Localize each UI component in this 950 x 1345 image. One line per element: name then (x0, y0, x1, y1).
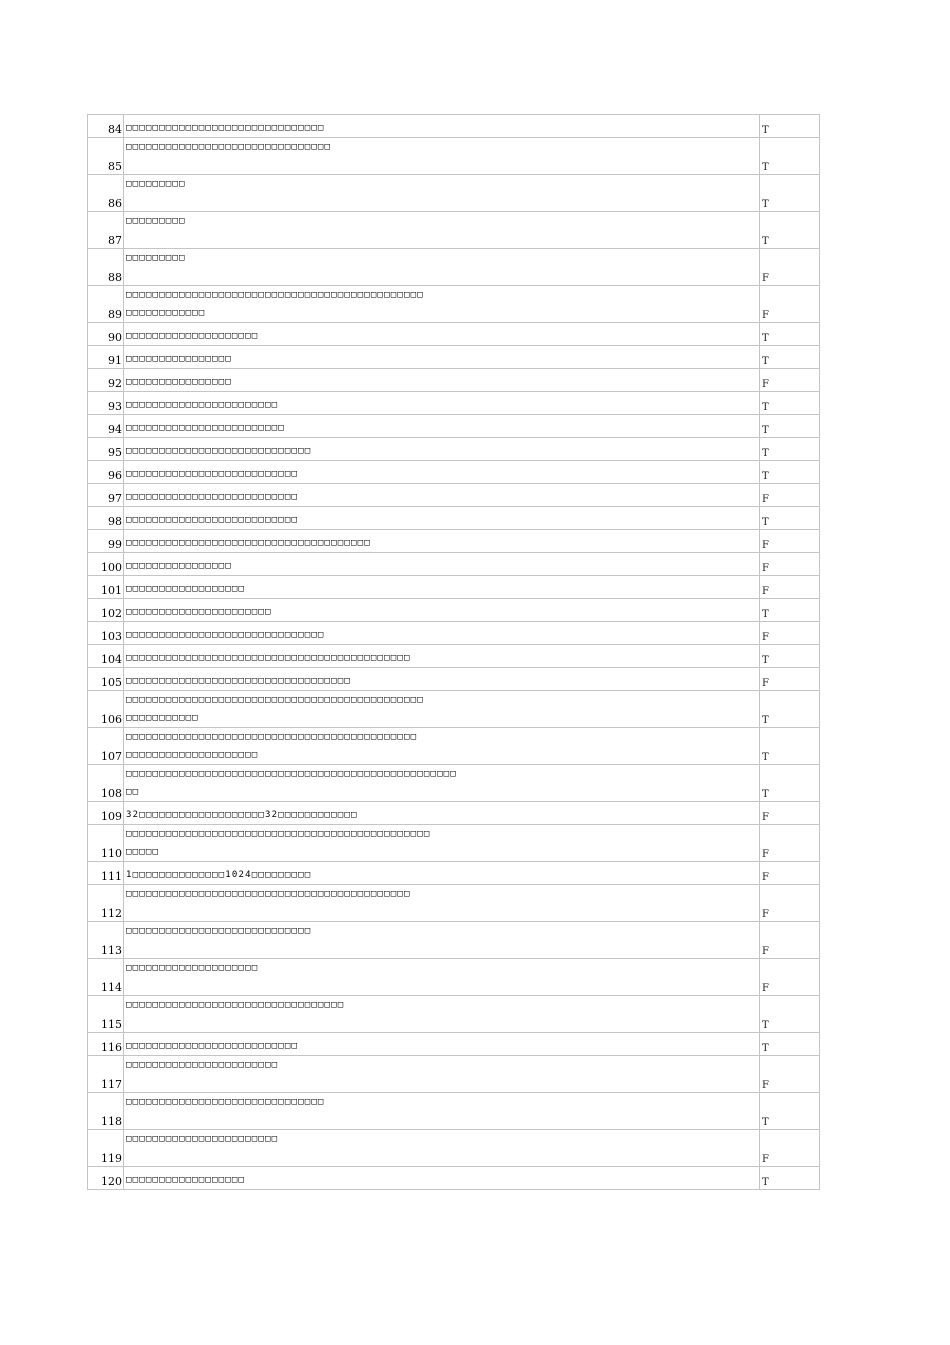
table-row (88, 392, 820, 415)
question-text-line: □□□□□□□□□□□□□□□□ (126, 354, 232, 364)
answer-cell: F (760, 922, 820, 959)
question-text-line (126, 977, 759, 995)
question-text-line (126, 267, 759, 285)
table-row (88, 599, 820, 622)
table-row (88, 115, 820, 138)
answer-cell: F (760, 862, 820, 885)
answer-cell: T (760, 392, 820, 415)
question-text-line: □□□□□□□□□□□□□□□□□□□□□□□□□□□□□□□□□□□□□ (126, 538, 371, 548)
question-text-line: □□□□□□□□□□□□□□□□ (126, 561, 232, 571)
question-text-line: 32□□□□□□□□□□□□□□□□□□□32□□□□□□□□□□□□ (126, 810, 358, 820)
table-row (88, 765, 820, 802)
question-text-line: □□□□□□□□□□□□□□□□□□□□□□□□□□□□□□□□□□□□□□□□□□□ (126, 889, 411, 899)
question-text-line: □□□□□□□□□□□□□□□□□□□□□□□□□□□□□□ (126, 1097, 325, 1107)
row-number: 105 (88, 668, 124, 691)
table-row (88, 885, 820, 922)
question-table (87, 114, 820, 1190)
question-cell (124, 1056, 760, 1093)
table-row (88, 323, 820, 346)
question-text-line: □□□□□□□□□□□□□□□□□□□□□□□ (126, 1060, 279, 1070)
row-number: 96 (88, 461, 124, 484)
question-cell (124, 553, 760, 576)
answer-cell: F (760, 885, 820, 922)
question-text-line: □□□□□□□□□ (126, 216, 186, 226)
row-number: 107 (88, 728, 124, 765)
question-text-line: □□□□□ (126, 847, 160, 857)
question-text-line: □□□□□□□□□ (126, 179, 186, 189)
row-number: 111 (88, 862, 124, 885)
table-row (88, 553, 820, 576)
row-number: 99 (88, 530, 124, 553)
question-text-line: □□□□□□□□□□□□□□□□□□□□□□□□ (126, 423, 285, 433)
answer-cell: T (760, 691, 820, 728)
question-text-line (126, 193, 759, 211)
row-number: 112 (88, 885, 124, 922)
question-text-line: □□□□□□□□□□□□ (126, 308, 206, 318)
question-cell (124, 668, 760, 691)
question-text-line (126, 230, 759, 248)
row-number: 98 (88, 507, 124, 530)
table-row (88, 212, 820, 249)
question-text-line: □□□□□□□□□□□□□□□□□□□□□□□□□□□□ (126, 926, 312, 936)
question-text-line: □□□□□□□□□□□□□□□□□□□□□□□□□□□□□□□□□□ (126, 676, 352, 686)
question-cell (124, 885, 760, 922)
question-cell (124, 576, 760, 599)
question-cell (124, 802, 760, 825)
row-number: 118 (88, 1093, 124, 1130)
row-number: 102 (88, 599, 124, 622)
question-text-line (126, 1148, 759, 1166)
row-number: 89 (88, 286, 124, 323)
answer-cell: F (760, 369, 820, 392)
question-cell (124, 138, 760, 175)
question-cell (124, 728, 760, 765)
row-number: 110 (88, 825, 124, 862)
question-text-line: □□ (126, 787, 140, 797)
row-number: 93 (88, 392, 124, 415)
question-text-line: □□□□□□□□□□□□□□□□□□□□□□□□□□□□□□□□□□□□□□□□□□□□□ (126, 290, 424, 300)
question-text-line: □□□□□□□□□□□□□□□□□□□□□□□□□□ (126, 492, 299, 502)
table-row (88, 369, 820, 392)
question-cell (124, 765, 760, 802)
question-cell (124, 645, 760, 668)
row-number: 86 (88, 175, 124, 212)
answer-cell: T (760, 415, 820, 438)
question-cell (124, 346, 760, 369)
answer-cell: T (760, 115, 820, 138)
question-text-line: □□□□□□□□□□□□□□□□ (126, 377, 232, 387)
question-text-line: □□□□□□□□□□□ (126, 713, 199, 723)
question-text-line (126, 156, 759, 174)
table-row (88, 530, 820, 553)
answer-cell: T (760, 323, 820, 346)
question-text-line (126, 903, 759, 921)
question-text-line: □□□□□□□□□□□□□□□□□□□□□□□□□□□□□□□□□□□□□□□□□□□□□□□□□□ (126, 769, 457, 779)
question-text-line (126, 940, 759, 958)
row-number: 87 (88, 212, 124, 249)
question-cell (124, 392, 760, 415)
question-text-line: □□□□□□□□□□□□□□□□□□□□□□□□□□ (126, 515, 299, 525)
row-number: 94 (88, 415, 124, 438)
table-row (88, 959, 820, 996)
question-text-line (126, 1111, 759, 1129)
question-text-line: □□□□□□□□□□□□□□□□□□□□□□ (126, 607, 272, 617)
answer-cell: T (760, 461, 820, 484)
question-cell (124, 438, 760, 461)
question-cell (124, 825, 760, 862)
question-cell (124, 1130, 760, 1167)
table-row (88, 825, 820, 862)
question-cell (124, 369, 760, 392)
question-text-line: □□□□□□□□□□□□□□□□□□ (126, 1175, 246, 1185)
table-row (88, 862, 820, 885)
question-cell (124, 862, 760, 885)
question-text-line: □□□□□□□□□ (126, 253, 186, 263)
answer-cell: F (760, 622, 820, 645)
question-text-line: □□□□□□□□□□□□□□□□□□□□□□□□□□□□□□□□□□□□□□□□□□□□□ (126, 695, 424, 705)
table-row (88, 622, 820, 645)
answer-cell: F (760, 1056, 820, 1093)
answer-cell: F (760, 530, 820, 553)
answer-cell: F (760, 1130, 820, 1167)
question-text-line: □□□□□□□□□□□□□□□□□□□□□□□□□□□□ (126, 446, 312, 456)
row-number: 90 (88, 323, 124, 346)
table-row (88, 728, 820, 765)
answer-cell: T (760, 728, 820, 765)
question-table-body (88, 115, 820, 1190)
answer-cell: T (760, 599, 820, 622)
question-text-line: □□□□□□□□□□□□□□□□□□□□□□□□□□□□□□□□□□□□□□□□□□□□ (126, 732, 418, 742)
row-number: 114 (88, 959, 124, 996)
row-number: 88 (88, 249, 124, 286)
table-row (88, 576, 820, 599)
question-text-line: □□□□□□□□□□□□□□□□□□□□□□□□□□□□□□□ (126, 142, 332, 152)
answer-cell: T (760, 765, 820, 802)
table-row (88, 175, 820, 212)
answer-cell: T (760, 1033, 820, 1056)
table-row (88, 802, 820, 825)
question-cell (124, 922, 760, 959)
question-cell (124, 175, 760, 212)
question-text-line: □□□□□□□□□□□□□□□□□□□□□□□ (126, 400, 279, 410)
answer-cell: T (760, 1093, 820, 1130)
answer-cell: T (760, 175, 820, 212)
question-text-line (126, 1014, 759, 1032)
answer-cell: T (760, 212, 820, 249)
answer-cell: T (760, 438, 820, 461)
question-text-line: □□□□□□□□□□□□□□□□□□□□□□□□□□□□□□□□□□□□□□□□□□□□□□ (126, 829, 431, 839)
question-text-line: □□□□□□□□□□□□□□□□□□□□ (126, 750, 259, 760)
question-cell (124, 959, 760, 996)
answer-cell: T (760, 645, 820, 668)
question-text-line: □□□□□□□□□□□□□□□□□□□□□□□□□□□□□□□□□ (126, 1000, 345, 1010)
question-cell (124, 115, 760, 138)
question-cell (124, 691, 760, 728)
row-number: 109 (88, 802, 124, 825)
question-cell (124, 530, 760, 553)
question-text-line: □□□□□□□□□□□□□□□□□□□□□□□□□□□□□□ (126, 123, 325, 133)
question-text-line: □□□□□□□□□□□□□□□□□□□□ (126, 331, 259, 341)
table-row (88, 996, 820, 1033)
table-row (88, 415, 820, 438)
answer-cell: F (760, 668, 820, 691)
answer-cell: F (760, 576, 820, 599)
row-number: 119 (88, 1130, 124, 1167)
answer-cell: F (760, 484, 820, 507)
question-cell (124, 461, 760, 484)
table-row (88, 668, 820, 691)
question-cell (124, 599, 760, 622)
table-row (88, 138, 820, 175)
row-number: 108 (88, 765, 124, 802)
question-cell (124, 1093, 760, 1130)
table-row (88, 346, 820, 369)
row-number: 97 (88, 484, 124, 507)
table-row (88, 645, 820, 668)
question-cell (124, 415, 760, 438)
question-cell (124, 1167, 760, 1190)
answer-cell: F (760, 959, 820, 996)
question-text-line: □□□□□□□□□□□□□□□□□□□□□□□ (126, 1134, 279, 1144)
row-number: 116 (88, 1033, 124, 1056)
table-row (88, 1033, 820, 1056)
table-row (88, 1056, 820, 1093)
row-number: 95 (88, 438, 124, 461)
row-number: 100 (88, 553, 124, 576)
answer-cell: F (760, 249, 820, 286)
answer-cell: T (760, 138, 820, 175)
question-cell (124, 484, 760, 507)
table-row (88, 691, 820, 728)
row-number: 84 (88, 115, 124, 138)
question-cell (124, 1033, 760, 1056)
row-number: 91 (88, 346, 124, 369)
row-number: 85 (88, 138, 124, 175)
question-text-line: □□□□□□□□□□□□□□□□□□□□ (126, 963, 259, 973)
answer-cell: F (760, 802, 820, 825)
question-cell (124, 507, 760, 530)
row-number: 104 (88, 645, 124, 668)
question-text-line: □□□□□□□□□□□□□□□□□□□□□□□□□□□□□□ (126, 630, 325, 640)
answer-cell: F (760, 286, 820, 323)
table-row (88, 922, 820, 959)
table-row (88, 1093, 820, 1130)
answer-cell: F (760, 553, 820, 576)
question-cell (124, 996, 760, 1033)
row-number: 120 (88, 1167, 124, 1190)
question-cell (124, 212, 760, 249)
row-number: 113 (88, 922, 124, 959)
row-number: 101 (88, 576, 124, 599)
row-number: 117 (88, 1056, 124, 1093)
answer-cell: F (760, 825, 820, 862)
answer-cell: T (760, 1167, 820, 1190)
table-row (88, 438, 820, 461)
table-row (88, 484, 820, 507)
row-number: 115 (88, 996, 124, 1033)
question-text-line (126, 1074, 759, 1092)
question-text-line: □□□□□□□□□□□□□□□□□□□□□□□□□□ (126, 1041, 299, 1051)
table-row (88, 286, 820, 323)
answer-cell: T (760, 346, 820, 369)
row-number: 92 (88, 369, 124, 392)
question-text-line: □□□□□□□□□□□□□□□□□□□□□□□□□□ (126, 469, 299, 479)
row-number: 103 (88, 622, 124, 645)
table-row (88, 461, 820, 484)
question-text-line: 1□□□□□□□□□□□□□□1024□□□□□□□□□ (126, 870, 312, 880)
question-cell (124, 249, 760, 286)
question-text-line: □□□□□□□□□□□□□□□□□□□□□□□□□□□□□□□□□□□□□□□□□□□ (126, 653, 411, 663)
answer-cell: T (760, 996, 820, 1033)
row-number: 106 (88, 691, 124, 728)
question-cell (124, 286, 760, 323)
answer-cell: T (760, 507, 820, 530)
question-cell (124, 622, 760, 645)
question-text-line: □□□□□□□□□□□□□□□□□□ (126, 584, 246, 594)
table-row (88, 249, 820, 286)
table-row (88, 507, 820, 530)
table-row (88, 1167, 820, 1190)
question-cell (124, 323, 760, 346)
table-row (88, 1130, 820, 1167)
